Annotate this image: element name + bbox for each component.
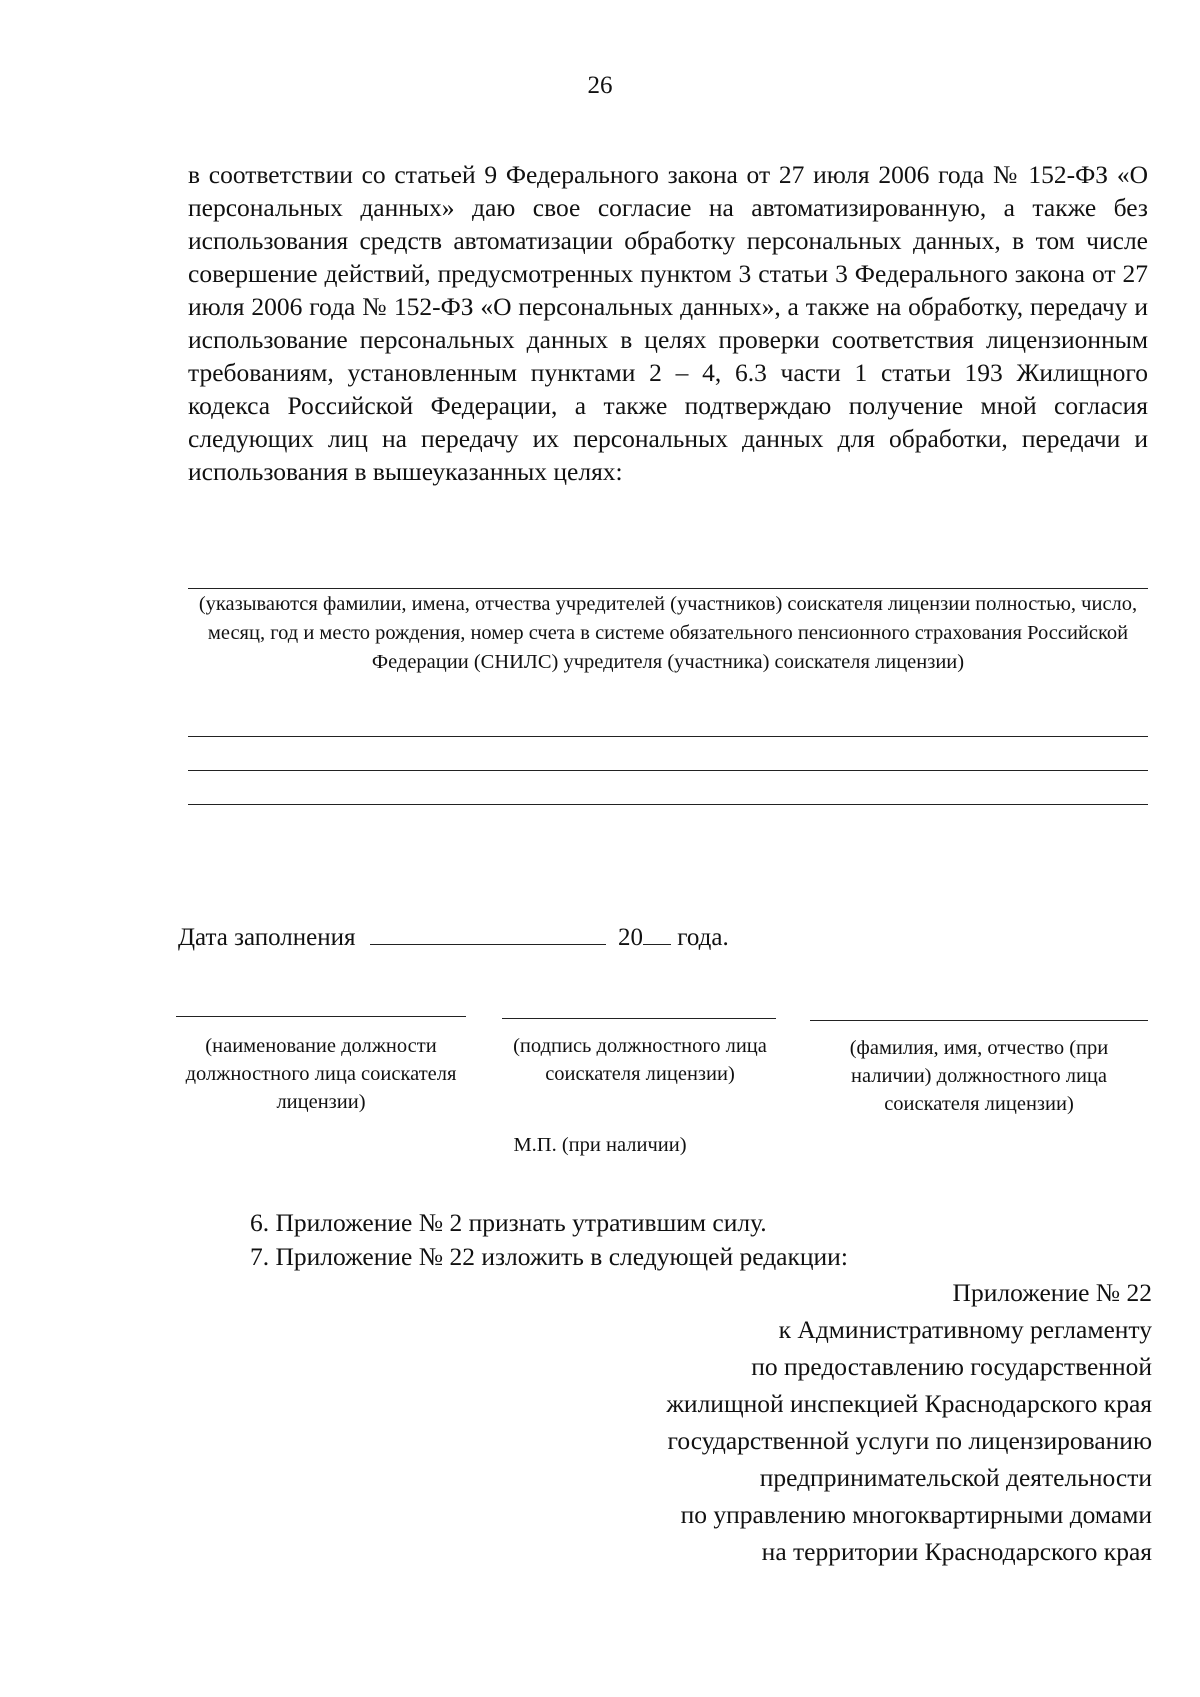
- date-year-suffix: года.: [677, 924, 729, 951]
- founders-note: (указываются фамилии, имена, отчества учредителей (участников) соискателя лицензии полностью, число, месяц, год и место рождения, номер счета в системе обязательного пенсионного страхования Российской Федерации (СНИЛС) учредителя (участника) соискателя лицензии): [198, 593, 1138, 673]
- item-6: 6. Приложение № 2 признать утратившим силу.: [250, 1208, 767, 1237]
- stamp-note: М.П. (при наличии): [513, 1134, 687, 1156]
- year-blank: [643, 943, 671, 945]
- full-name-line: [810, 1020, 1148, 1021]
- signature-caption: (подпись должностного лица соискателя лицензии): [513, 1035, 767, 1085]
- position-line: [176, 1016, 466, 1017]
- founders-fill-line: [188, 588, 1148, 589]
- date-fill-label: Дата заполнения: [178, 924, 356, 951]
- annex-line: по предоставлению государственной: [751, 1352, 1152, 1381]
- date-year-prefix: 20: [617, 924, 643, 951]
- blank-line-2: [188, 770, 1148, 771]
- date-blank: [370, 943, 606, 945]
- annex-line: жилищной инспекцией Краснодарского края: [666, 1389, 1152, 1418]
- annex-line: государственной услуги по лицензированию: [667, 1426, 1152, 1455]
- annex-line: предпринимательской деятельности: [759, 1463, 1152, 1492]
- full-name-caption: (фамилия, имя, отчество (при наличии) должностного лица соискателя лицензии): [849, 1037, 1109, 1115]
- annex-line: к Административному регламенту: [778, 1315, 1152, 1344]
- position-caption: (наименование должности должностного лица соискателя лицензии): [185, 1035, 457, 1113]
- annex-line: Приложение № 22: [952, 1278, 1152, 1307]
- signature-line: [502, 1018, 776, 1019]
- consent-paragraph: в соответствии со статьей 9 Федерального закона от 27 июля 2006 года № 152-ФЗ «О персональных данных» даю свое согласие на автоматизированную, а также без использования средств автоматизации обработку персональных данных, в том числе совершение действий, предусмотренных пунктом 3 статьи 3 Федерального закона от 27 июля 2006 года № 152-ФЗ «О персональных данных», а также на обработку, передачу и использование персональных данных в целях проверки соответствия лицензионным требованиям, установленным пунктами 2 – 4, 6.3 части 1 статьи 193 Жилищного кодекса Российской Федерации, а также подтверждаю получение мной согласия следующих лиц на передачу их персональных данных для обработки, передачи и использования в вышеуказанных целях:: [188, 160, 1148, 486]
- annex-heading: [666, 1274, 1152, 1570]
- blank-line-3: [188, 804, 1148, 805]
- page-number: 26: [587, 72, 613, 99]
- date-fill-row: [178, 924, 729, 952]
- item-7: 7. Приложение № 22 изложить в следующей редакции:: [250, 1242, 848, 1271]
- annex-line: на территории Краснодарского края: [761, 1537, 1152, 1566]
- blank-line-1: [188, 736, 1148, 737]
- annex-line: по управлению многоквартирными домами: [680, 1500, 1152, 1529]
